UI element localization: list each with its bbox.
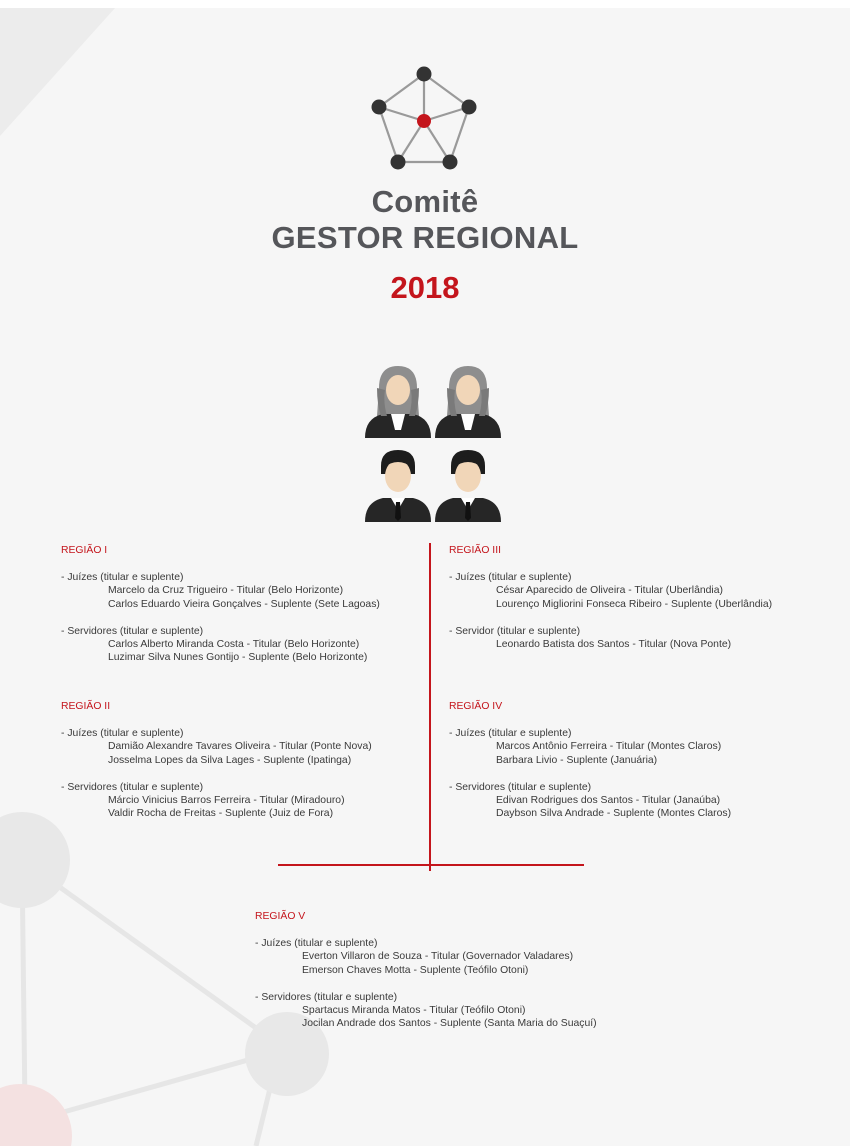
region-1	[61, 544, 380, 678]
member: Luzimar Silva Nunes Gontijo - Suplente (Belo Horizonte)	[108, 652, 368, 664]
member: Emerson Chaves Motta - Suplente (Teófilo Otoni)	[302, 964, 529, 976]
member: Barbara Livio - Suplente (Januária)	[496, 754, 658, 766]
group-label: - Juízes (titular e suplente)	[449, 728, 572, 740]
servant-icon	[365, 450, 431, 522]
group-label: - Servidores (titular e suplente)	[61, 625, 204, 637]
horizontal-divider	[278, 864, 584, 866]
member: Josselma Lopes da Silva Lages - Suplente (Ipatinga)	[108, 754, 352, 766]
region-heading: REGIÃO IV	[449, 701, 503, 712]
servants-group	[255, 991, 597, 1031]
member: Márcio Vinicius Barros Ferreira - Titular (Miradouro)	[108, 795, 345, 807]
title-line-2: GESTOR REGIONAL	[271, 220, 579, 255]
region-3	[449, 544, 772, 665]
group-label: - Servidores (titular e suplente)	[61, 781, 204, 793]
region-heading: REGIÃO I	[61, 545, 108, 556]
people-illustration	[365, 358, 501, 524]
judges-group	[61, 571, 380, 611]
region-heading: REGIÃO V	[255, 911, 306, 922]
group-label: - Servidores (titular e suplente)	[449, 781, 592, 793]
region-heading: REGIÃO III	[449, 545, 501, 556]
member: Daybson Silva Andrade - Suplente (Montes Claros)	[496, 808, 732, 820]
page	[0, 8, 850, 1146]
servants-group	[449, 781, 731, 821]
group-label: - Juízes (titular e suplente)	[61, 728, 184, 740]
member: Everton Villaron de Souza - Titular (Governador Valadares)	[302, 951, 574, 963]
judge-icon	[365, 366, 431, 438]
region-5	[255, 910, 597, 1044]
member: Damião Alexandre Tavares Oliveira - Titular (Ponte Nova)	[108, 741, 372, 753]
servants-group	[449, 625, 772, 651]
member: Carlos Eduardo Vieira Gonçalves - Suplente (Sete Lagoas)	[108, 598, 380, 610]
servants-group	[61, 781, 372, 821]
network-logo-icon	[368, 66, 480, 178]
judges-group	[449, 727, 731, 767]
servants-group	[61, 625, 380, 665]
member: César Aparecido de Oliveira - Titular (Uberlândia)	[496, 585, 723, 597]
servant-icon	[435, 450, 501, 522]
region-heading: REGIÃO II	[61, 701, 111, 712]
title-line-1: Comitê	[371, 184, 479, 219]
title-year: 2018	[390, 270, 460, 305]
group-label: - Servidores (titular e suplente)	[255, 991, 398, 1003]
judges-group	[61, 727, 372, 767]
vertical-divider	[429, 543, 431, 871]
group-label: - Servidor (titular e suplente)	[449, 625, 581, 637]
group-label: - Juízes (titular e suplente)	[61, 572, 184, 584]
region-2	[61, 700, 372, 834]
member: Jocilan Andrade dos Santos - Suplente (Santa Maria do Suaçuí)	[302, 1018, 597, 1030]
judges-group	[449, 571, 772, 611]
member: Valdir Rocha de Freitas - Suplente (Juiz de Fora)	[108, 808, 334, 820]
member: Spartacus Miranda Matos - Titular (Teófilo Otoni)	[302, 1005, 526, 1017]
group-label: - Juízes (titular e suplente)	[255, 938, 378, 950]
region-4	[449, 700, 731, 834]
member: Marcelo da Cruz Trigueiro - Titular (Belo Horizonte)	[108, 585, 344, 597]
member: Carlos Alberto Miranda Costa - Titular (Belo Horizonte)	[108, 639, 360, 651]
member: Marcos Antônio Ferreira - Titular (Montes Claros)	[496, 741, 722, 753]
member: Edivan Rodrigues dos Santos - Titular (Janaúba)	[496, 795, 721, 807]
group-label: - Juízes (titular e suplente)	[449, 572, 572, 584]
judges-group	[255, 937, 597, 977]
member: Leonardo Batista dos Santos - Titular (Nova Ponte)	[496, 639, 732, 651]
judge-icon	[435, 366, 501, 438]
member: Lourenço Migliorini Fonseca Ribeiro - Suplente (Uberlândia)	[496, 598, 773, 610]
